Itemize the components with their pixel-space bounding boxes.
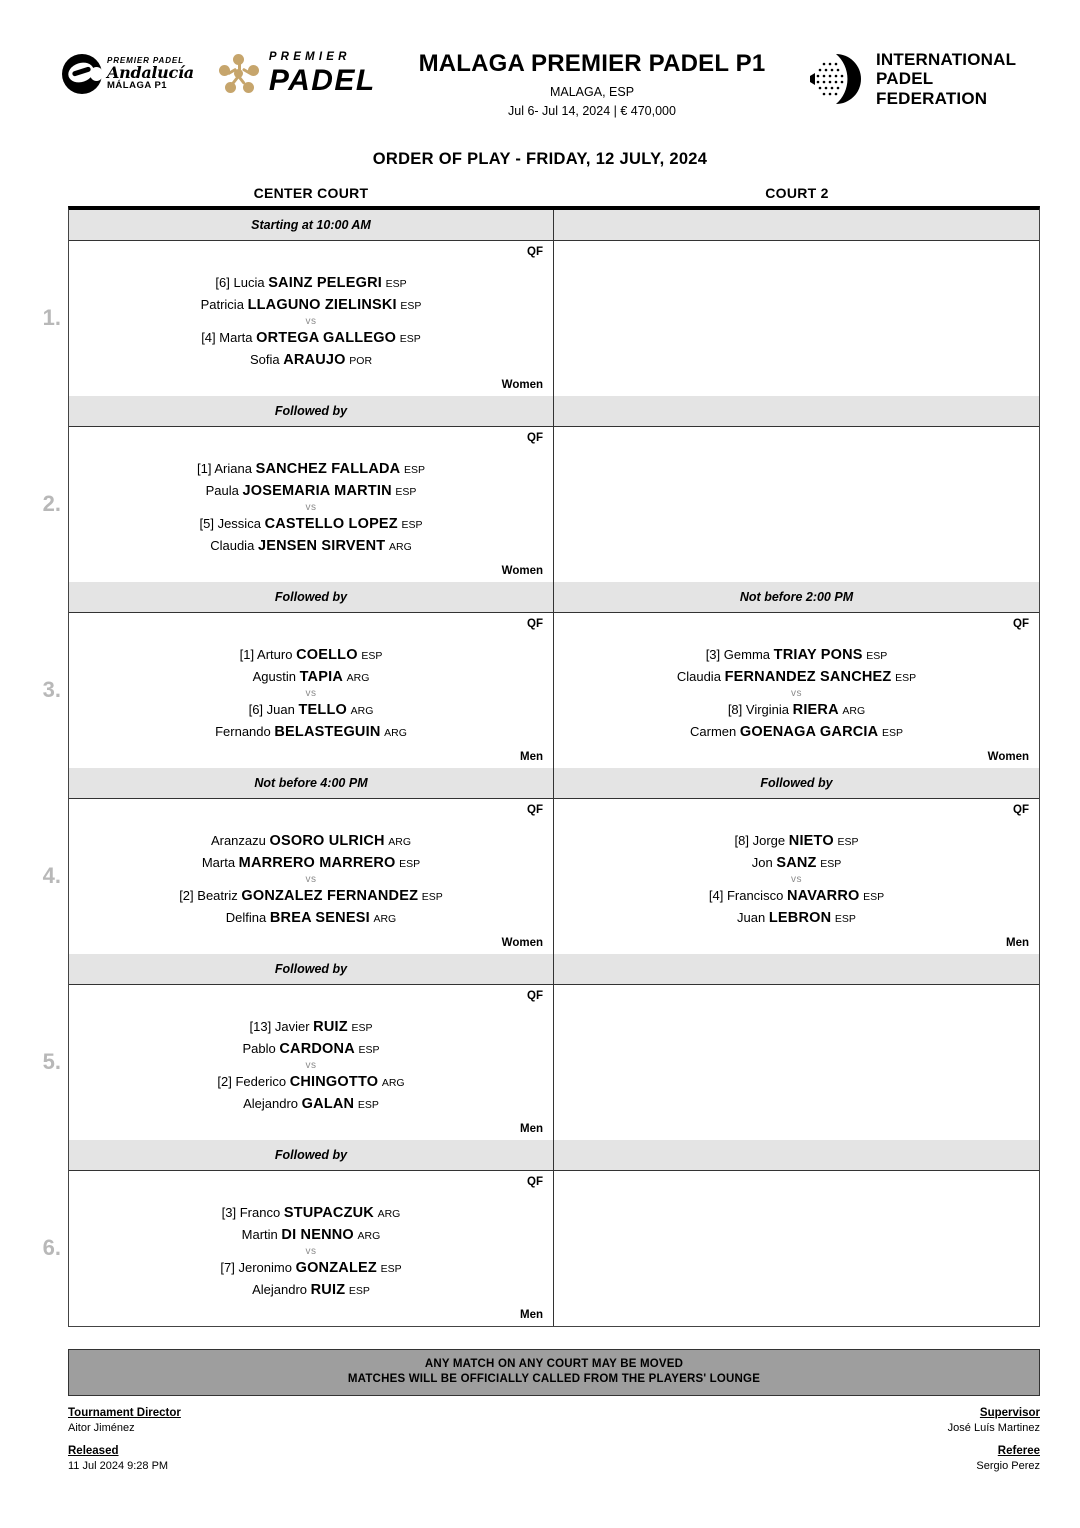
player-nationality: ESP (358, 1043, 380, 1056)
player-nationality: ESP (380, 1263, 402, 1275)
player-line (79, 1017, 543, 1039)
player-nationality: ESP (399, 333, 421, 345)
match-gender-tag: Women (501, 937, 543, 949)
player-last-name: ORTEGA GALLEGO (256, 330, 397, 346)
player-seed: [3] (221, 1205, 237, 1220)
match-cell[interactable] (554, 799, 1039, 954)
player-last-name: JENSEN SIRVENT (257, 537, 386, 554)
player-last-name: JOSEMARIA MARTIN (242, 482, 392, 499)
player-last-name: NAVARRO (786, 888, 860, 904)
player-first-name: Federico (235, 1074, 287, 1089)
released-label: Released (68, 1445, 119, 1457)
released-value: 11 Jul 2024 9:28 PM (68, 1460, 169, 1472)
player-nationality: ESP (361, 650, 383, 662)
time-band-row (69, 1140, 1039, 1171)
player-last-name: OSORO ULRICH (269, 833, 385, 849)
andalucia-mark-icon (62, 54, 102, 94)
player-last-name: FERNANDEZ SANCHEZ (724, 668, 892, 685)
player-seed: [1] (197, 461, 212, 476)
player-first-name: Alejandro (243, 1095, 299, 1111)
player-last-name: SANCHEZ FALLADA (255, 461, 401, 477)
player-first-name: Claudia (210, 537, 255, 553)
player-line (79, 722, 543, 744)
match-cell[interactable] (554, 613, 1039, 768)
player-first-name: Juan (266, 702, 295, 717)
player-seed: [8] (727, 702, 743, 717)
player-nationality: ARG (388, 836, 412, 848)
player-seed: [7] (220, 1260, 235, 1275)
vs-separator: vs (305, 874, 317, 885)
player-last-name: GONZALEZ FERNANDEZ (241, 888, 419, 904)
player-last-name: LLAGUNO ZIELINSKI (247, 296, 397, 313)
ipf-logo-line3: FEDERATION (876, 88, 988, 108)
player-first-name: Alejandro (252, 1281, 308, 1297)
match-gender-tag: Women (501, 565, 543, 577)
row-number: 3. (42, 676, 61, 702)
match-round-tag: QF (527, 246, 543, 258)
premier-padel-logo-line1: PREMIER (268, 51, 351, 63)
player-seed: [6] (215, 275, 230, 290)
player-first-name: Jessica (217, 516, 261, 531)
player-first-name: Lucia (233, 275, 265, 290)
player-last-name: MARRERO MARRERO (238, 854, 396, 871)
player-first-name: Jeronimo (238, 1260, 292, 1275)
time-band-center-court: Starting at 10:00 AM (69, 210, 554, 240)
match-gender-tag: Men (520, 1309, 543, 1321)
player-first-name: Jon (751, 854, 773, 870)
schedule-row (42, 210, 1039, 396)
court-headers (0, 185, 1080, 201)
player-nationality: ESP (400, 299, 422, 312)
time-band-row (69, 582, 1039, 613)
player-first-name: Virginia (745, 702, 790, 717)
player-nationality: ARG (377, 1208, 401, 1220)
player-last-name: STUPACZUK (283, 1205, 374, 1221)
match-round-tag: QF (1013, 618, 1029, 630)
player-last-name: SANZ (776, 854, 817, 871)
schedule-row (42, 954, 1039, 1140)
match-row (69, 613, 1039, 768)
player-line (79, 853, 543, 875)
player-first-name: Beatriz (197, 888, 238, 903)
player-first-name: Jorge (752, 833, 786, 848)
vs-separator: vs (305, 1060, 317, 1071)
player-last-name: TAPIA (299, 668, 344, 685)
player-line (564, 700, 1029, 722)
row-number: 5. (42, 1048, 61, 1074)
player-nationality: ESP (866, 650, 888, 662)
match-cell-empty (554, 427, 1039, 582)
signature-block (68, 1407, 1040, 1483)
time-band-center-court: Followed by (69, 396, 554, 426)
ipf-logo-line2: PADEL (876, 69, 934, 89)
player-line (79, 295, 543, 317)
player-first-name: Patricia (200, 296, 244, 312)
player-first-name: Ariana (214, 461, 252, 476)
tournament-dates-prize: Jul 6- Jul 14, 2024 | € 470,000 (508, 104, 676, 118)
player-last-name: RIERA (792, 702, 839, 718)
player-nationality: ESP (401, 519, 423, 531)
player-line (79, 536, 543, 558)
player-nationality: ESP (895, 671, 917, 684)
player-first-name: Claudia (676, 668, 721, 684)
match-players (79, 805, 543, 929)
player-last-name: COELLO (296, 647, 358, 663)
player-line (564, 908, 1029, 930)
player-last-name: TRIAY PONS (773, 647, 863, 663)
player-nationality: ESP (385, 278, 407, 290)
match-players (564, 805, 1029, 929)
player-seed: [3] (705, 647, 721, 662)
row-number: 6. (42, 1234, 61, 1260)
player-line (79, 328, 543, 350)
player-last-name: RUIZ (310, 1281, 346, 1298)
tournament-venue: MALAGA, ESP (549, 85, 635, 99)
premier-padel-flower-icon (218, 53, 260, 95)
match-cell-empty (554, 985, 1039, 1140)
vs-separator: vs (305, 502, 317, 513)
vs-separator: vs (305, 316, 317, 327)
player-first-name: Juan (737, 909, 766, 925)
match-round-tag: QF (527, 618, 543, 630)
player-first-name: Marta (201, 854, 236, 870)
match-round-tag: QF (527, 990, 543, 1002)
player-line (79, 1094, 543, 1116)
player-last-name: SAINZ PELEGRI (268, 275, 382, 291)
player-line (564, 722, 1029, 744)
match-cell[interactable] (69, 1171, 554, 1326)
row-number: 4. (42, 862, 61, 888)
match-gender-tag: Women (987, 751, 1029, 763)
player-line (79, 908, 543, 930)
match-cell-empty (554, 241, 1039, 396)
match-players (79, 247, 543, 371)
player-line (79, 831, 543, 853)
player-nationality: ARG (346, 671, 370, 684)
time-band-center-court: Not before 4:00 PM (69, 768, 554, 798)
time-band-center-court: Followed by (69, 954, 554, 984)
player-last-name: GALAN (301, 1095, 355, 1112)
player-nationality: ESP (348, 1284, 370, 1297)
player-line (564, 853, 1029, 875)
match-players (79, 433, 543, 557)
match-gender-tag: Women (501, 379, 543, 391)
player-line (564, 667, 1029, 689)
match-cell[interactable] (69, 427, 554, 582)
court-header-center-court: CENTER COURT (253, 185, 369, 201)
player-nationality: ESP (403, 464, 425, 476)
player-first-name: Sofia (249, 351, 280, 367)
notice-line-1: ANY MATCH ON ANY COURT MAY BE MOVED (424, 1358, 684, 1370)
player-line (564, 831, 1029, 853)
andalucia-logo-line2: Andalucía (107, 63, 194, 83)
player-line (79, 1258, 543, 1280)
court-header-court-2: COURT 2 (765, 185, 829, 201)
time-band-court-2: Followed by (760, 776, 833, 790)
order-of-play-title: ORDER OF PLAY - FRIDAY, 12 JULY, 2024 (372, 150, 708, 168)
player-last-name: BELASTEGUIN (274, 723, 381, 740)
player-line (79, 1225, 543, 1247)
player-last-name: NIETO (788, 833, 834, 849)
match-gender-tag: Men (520, 751, 543, 763)
match-row (69, 241, 1039, 396)
schedule-row (42, 1140, 1039, 1326)
time-band-court-2 (554, 396, 1039, 426)
andalucia-logo-line1: PREMIER PADEL (107, 55, 184, 65)
player-nationality: ESP (399, 857, 421, 870)
time-band-row (69, 768, 1039, 799)
player-seed: [1] (239, 647, 255, 662)
schedule-row (42, 768, 1039, 954)
match-cell[interactable] (69, 613, 554, 768)
player-last-name: GONZALEZ (295, 1260, 377, 1276)
vs-separator: vs (791, 874, 802, 885)
player-seed: [4] (708, 888, 724, 903)
player-first-name: Delfina (225, 909, 267, 925)
player-nationality: ESP (351, 1022, 373, 1034)
player-last-name: BREA SENESI (269, 909, 370, 926)
match-players (79, 619, 543, 743)
ipf-logo-line1: INTERNATIONAL (876, 50, 1017, 70)
player-nationality: ARG (389, 540, 412, 553)
player-first-name: Aranzazu (210, 833, 266, 848)
ipf-mark-icon (806, 50, 864, 108)
player-seed: [4] (201, 330, 216, 345)
time-band-row (69, 210, 1039, 241)
match-gender-tag: Men (520, 1123, 543, 1135)
player-nationality: ESP (863, 891, 885, 903)
player-line (79, 1203, 543, 1225)
player-line (79, 645, 543, 667)
player-last-name: ARAUJO (283, 351, 346, 368)
player-line (79, 1039, 543, 1061)
match-round-tag: QF (527, 1176, 543, 1188)
match-cell[interactable] (69, 985, 554, 1140)
player-seed: [5] (199, 516, 214, 531)
time-band-center-court: Followed by (69, 1140, 554, 1170)
player-seed: [6] (248, 702, 264, 717)
andalucia-logo-line3: MÁLAGA P1 (107, 79, 168, 91)
time-band-center-court: Followed by (69, 582, 554, 612)
andalucia-malaga-p1-logo (62, 54, 194, 94)
time-band-row (69, 396, 1039, 427)
player-line (79, 459, 543, 481)
referee-label: Referee (997, 1445, 1040, 1457)
tournament-director-label: Tournament Director (68, 1407, 181, 1419)
match-players (564, 619, 1029, 743)
match-players (79, 991, 543, 1115)
match-cell-empty (554, 1171, 1039, 1326)
player-first-name: Arturo (257, 647, 293, 662)
player-first-name: Paula (205, 482, 239, 498)
player-line (79, 1072, 543, 1094)
player-nationality: POR (349, 354, 373, 367)
player-seed: [8] (734, 833, 749, 848)
tournament-title: MALAGA PREMIER PADEL P1 (418, 50, 766, 77)
row-number: 1. (42, 304, 61, 330)
player-nationality: ESP (820, 857, 842, 870)
player-first-name: Javier (274, 1019, 310, 1034)
player-first-name: Gemma (723, 647, 771, 662)
player-nationality: ARG (357, 1229, 381, 1242)
notice-line-2: MATCHES WILL BE OFFICIALLY CALLED FROM THE PLAYERS' LOUNGE (347, 1373, 761, 1385)
document-header (0, 0, 1080, 120)
player-nationality: ESP (881, 726, 903, 739)
match-gender-tag: Men (1006, 937, 1029, 949)
player-line (79, 481, 543, 503)
player-nationality: ARG (373, 912, 397, 925)
notice-banner (68, 1349, 1040, 1396)
tournament-title-block (392, 48, 792, 118)
player-line (564, 645, 1029, 667)
match-row (69, 799, 1039, 954)
time-band-court-2 (554, 210, 1039, 240)
player-nationality: ARG (384, 726, 407, 739)
time-band-court-2: Not before 2:00 PM (739, 590, 854, 604)
player-nationality: ESP (837, 836, 859, 848)
player-nationality: ARG (842, 705, 866, 717)
supervisor-value: José Luís Martinez (947, 1422, 1040, 1434)
match-cell[interactable] (69, 799, 554, 954)
player-line (564, 886, 1029, 908)
player-seed: [2] (179, 888, 194, 903)
player-first-name: Martin (241, 1226, 278, 1242)
player-first-name: Agustin (252, 668, 296, 684)
premier-padel-logo-line2: PADEL (268, 63, 376, 97)
player-last-name: TELLO (298, 702, 348, 718)
player-first-name: Carmen (690, 723, 737, 739)
player-seed: [13] (249, 1019, 272, 1034)
player-nationality: ESP (395, 485, 417, 498)
time-band-row (69, 954, 1039, 985)
player-line (79, 273, 543, 295)
vs-separator: vs (305, 688, 317, 699)
player-first-name: Marta (219, 330, 253, 345)
tournament-director-value: Aitor Jiménez (68, 1422, 135, 1434)
premier-padel-logo (218, 52, 376, 96)
schedule-row (42, 396, 1039, 582)
schedule-row (42, 582, 1039, 768)
signature-column-left (68, 1407, 535, 1483)
player-line (79, 514, 543, 536)
player-last-name: CASTELLO LOPEZ (264, 516, 398, 532)
player-last-name: CHINGOTTO (289, 1074, 379, 1090)
match-cell[interactable] (69, 241, 554, 396)
player-last-name: GOENAGA GARCIA (739, 723, 879, 740)
player-line (79, 350, 543, 372)
player-nationality: ESP (834, 912, 856, 925)
time-band-court-2 (554, 954, 1039, 984)
signature-column-right (573, 1407, 1040, 1483)
player-nationality: ESP (421, 891, 443, 903)
player-line (79, 886, 543, 908)
match-round-tag: QF (527, 432, 543, 444)
match-players (79, 1177, 543, 1301)
player-last-name: DI NENNO (281, 1226, 354, 1243)
player-nationality: ESP (357, 1098, 379, 1111)
player-line (79, 1280, 543, 1302)
schedule-table (42, 206, 1040, 1327)
match-row (69, 1171, 1039, 1326)
referee-value: Sergio Perez (976, 1460, 1040, 1472)
player-nationality: ARG (381, 1077, 405, 1089)
vs-separator: vs (305, 1246, 317, 1257)
player-first-name: Fernando (215, 723, 271, 739)
vs-separator: vs (791, 688, 802, 699)
player-last-name: CARDONA (279, 1040, 355, 1057)
left-logos (62, 48, 392, 96)
player-last-name: RUIZ (313, 1019, 348, 1035)
time-band-court-2 (554, 1140, 1039, 1170)
player-last-name: LEBRON (768, 909, 832, 926)
supervisor-label: Supervisor (979, 1407, 1040, 1419)
player-seed: [2] (217, 1074, 232, 1089)
row-number: 2. (42, 490, 61, 516)
player-line (79, 667, 543, 689)
match-row (69, 427, 1039, 582)
match-round-tag: QF (1013, 804, 1029, 816)
player-first-name: Pablo (242, 1040, 276, 1056)
match-row (69, 985, 1039, 1140)
player-line (79, 700, 543, 722)
player-first-name: Franco (239, 1205, 281, 1220)
match-round-tag: QF (527, 804, 543, 816)
ipf-logo (792, 48, 1042, 108)
player-first-name: Francisco (726, 888, 784, 903)
player-nationality: ARG (350, 705, 374, 717)
